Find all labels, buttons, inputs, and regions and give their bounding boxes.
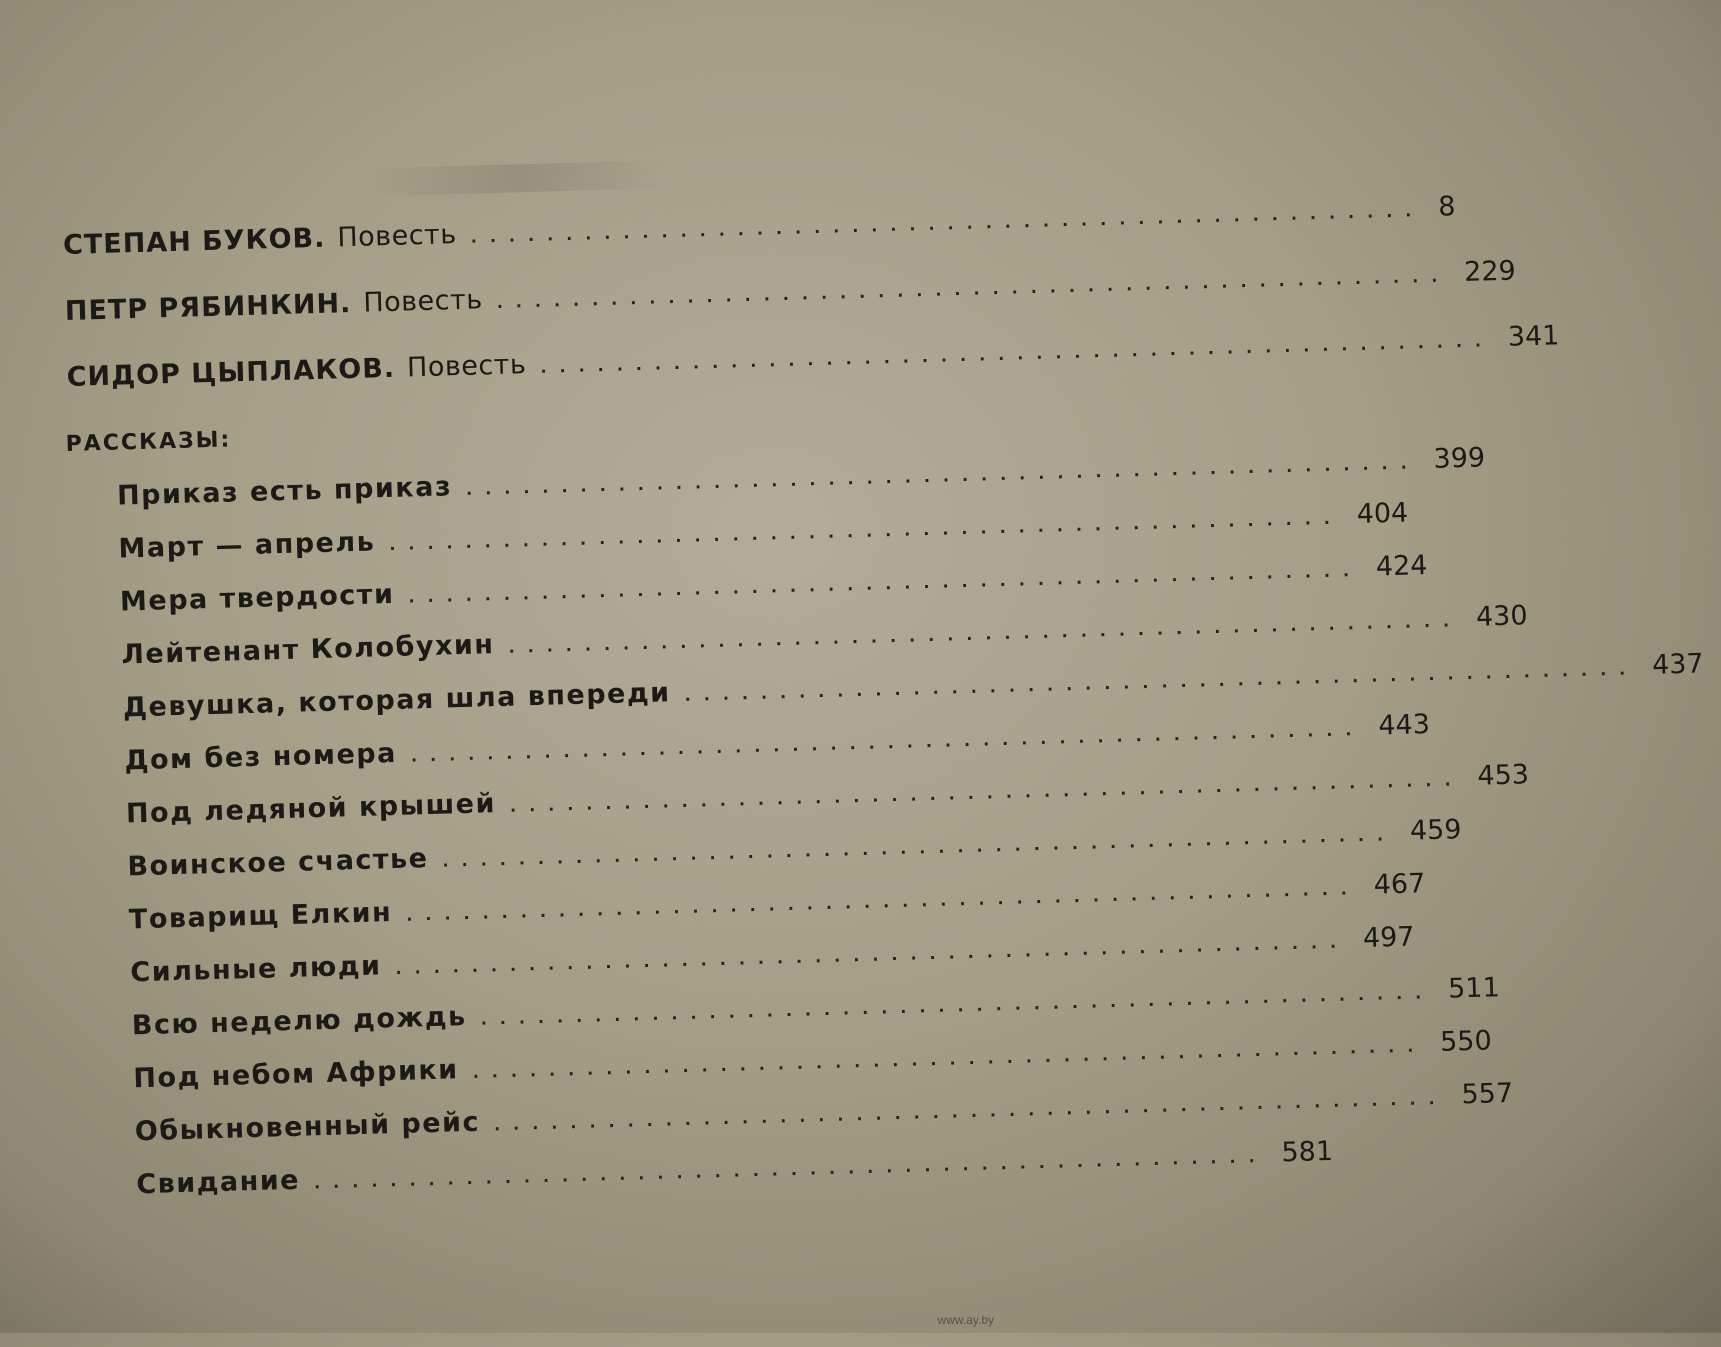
leader-dots: .................................................. (470, 201, 1425, 247)
watermark-text: www.ay.by (937, 1313, 994, 1327)
leader-dots: .................................................. (395, 932, 1350, 979)
toc-entry-novel (62, 191, 1456, 274)
entry-page-number: 511 (1447, 972, 1501, 1005)
leader-dots: .................................................. (313, 1146, 1268, 1193)
entry-page-number: 229 (1463, 255, 1517, 288)
entry-page-number: 341 (1507, 320, 1560, 353)
leader-dots: .................................................. (480, 983, 1435, 1029)
entry-title: Мера твердости (119, 578, 395, 618)
leader-dots: .................................................. (465, 453, 1420, 499)
leader-dots: .................................................. (496, 266, 1451, 312)
entry-title: Дом без номера (124, 737, 398, 777)
leader-dots: .................................................. (410, 719, 1365, 766)
leader-dots: .................................................. (406, 879, 1361, 925)
entry-page-number: 430 (1475, 600, 1528, 633)
leader-dots: .................................................. (389, 508, 1344, 555)
entry-page-number: 443 (1377, 709, 1431, 742)
entry-title: Всю неделю дождь (131, 1001, 468, 1042)
leader-dots: .................................................. (684, 659, 1639, 705)
entry-title: Приказ есть приказ (116, 471, 453, 512)
entry-page-number: 437 (1651, 648, 1705, 681)
entry-title: Лейтенант Колобухин (121, 629, 495, 671)
entry-genre: Повесть (336, 219, 458, 254)
entry-page-number: 8 (1437, 191, 1456, 223)
entry-title: СИДОР ЦЫПЛАКОВ. (66, 352, 396, 393)
leader-dots: .................................................. (408, 560, 1363, 607)
entry-title: Сильные люди (129, 950, 382, 989)
entry-page-number: 424 (1375, 550, 1428, 583)
toc-entry-story (135, 1135, 1334, 1213)
toc-entry-novel (66, 320, 1560, 406)
entry-title: ПЕТР РЯБИНКИН. (64, 288, 352, 328)
entry-page-number: 467 (1373, 868, 1426, 901)
leader-dots: .................................................. (493, 1088, 1448, 1135)
leader-dots: .................................................. (540, 331, 1495, 377)
entry-title: Воинское счастье (127, 843, 429, 883)
entry-title: Под небом Африки (132, 1054, 460, 1095)
entry-page-number: 404 (1356, 497, 1409, 531)
entry-page-number: 581 (1281, 1135, 1334, 1169)
leader-dots: .................................................. (508, 611, 1463, 657)
entry-page-number: 550 (1439, 1025, 1493, 1058)
entry-genre: Повесть (406, 349, 527, 384)
entry-title: Обыкновенный рейс (134, 1106, 481, 1148)
entry-genre: Повесть (362, 284, 484, 319)
entry-title: Девушка, которая шла впереди (122, 677, 671, 724)
entry-title: Март — апрель (118, 526, 376, 565)
leader-dots: .................................................. (472, 1036, 1427, 1082)
toc-entry-novel (64, 255, 1517, 340)
entry-page-number: 557 (1461, 1077, 1514, 1111)
entry-page-number: 497 (1362, 921, 1415, 955)
entry-page-number: 399 (1433, 442, 1486, 475)
leader-dots: .................................................. (509, 770, 1464, 816)
leader-dots: .................................................. (442, 825, 1397, 871)
entry-page-number: 459 (1409, 814, 1462, 847)
section-heading-stories: РАССКАЗЫ: (65, 427, 232, 458)
entry-title: Товарищ Елкин (128, 897, 393, 936)
entry-title: СТЕПАН БУКОВ. (62, 222, 326, 262)
entry-title: Под ледяной крышей (125, 788, 497, 830)
entry-title: Свидание (135, 1164, 301, 1201)
entry-page-number: 453 (1476, 759, 1530, 792)
